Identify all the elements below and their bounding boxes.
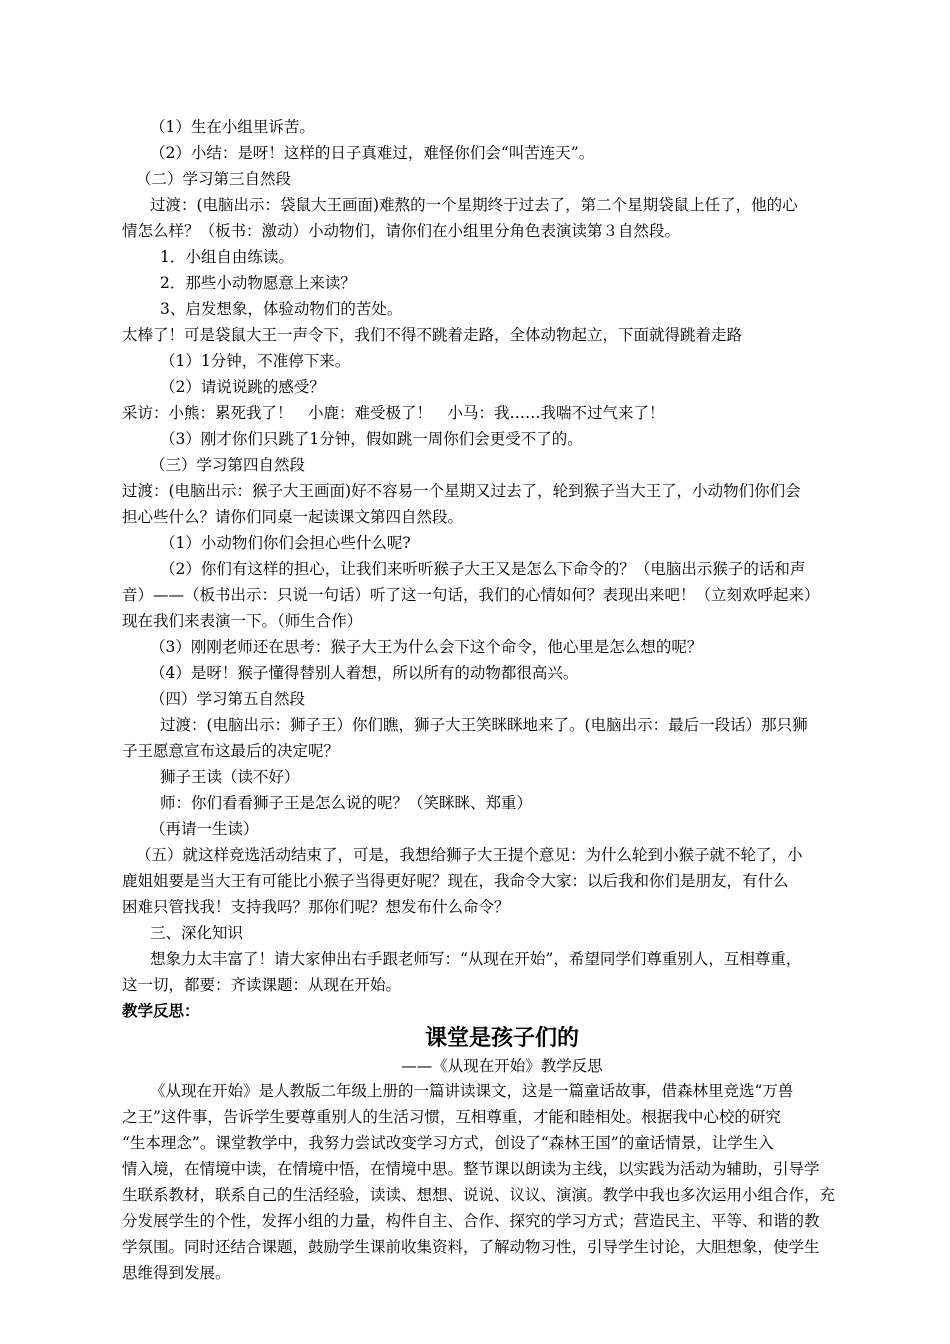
section-heading: （三）学习第四自然段 (150, 456, 306, 474)
paragraph-line: 过渡：(电脑出示：狮子王）你们瞧，狮子大王笑眯眯地来了。(电脑出示：最后一段话）那只狮 (160, 716, 808, 734)
article-line: 学氛围。同时还结合课题，鼓励学生课前收集资料，了解动物习性，引导学生讨论，大胆想象，使学生 (122, 1238, 820, 1256)
paragraph-line: （4）是呀！猴子懂得替别人着想，所以所有的动物都很高兴。 (150, 664, 579, 682)
reflection-heading: 教学反思： (122, 1002, 200, 1020)
section-heading: （四）学习第五自然段 (150, 690, 306, 708)
article-subtitle: ——《从现在开始》教学反思 (401, 1057, 603, 1075)
paragraph-line: 采访：小熊：累死我了！ 小鹿：难受极了！ 小马：我……我喘不过气来了！ (122, 404, 665, 422)
paragraph-line: 狮子王读（读不好） (160, 768, 300, 786)
paragraph-line: 过渡：(电脑出示：猴子大王画面)好不容易一个星期又过去了，轮到猴子当大王了，小动物们你们会 (122, 482, 801, 500)
paragraph-line: 情怎么样？（板书：激动）小动物们，请你们在小组里分角色表演读第３自然段。 (122, 222, 681, 240)
section-heading: （二）学习第三自然段 (136, 170, 292, 188)
paragraph-line: （3）刚才你们只跳了1分钟，假如跳一周你们会更受不了的。 (160, 430, 583, 448)
article-line: 思维得到发展。 (122, 1264, 231, 1282)
paragraph-line: （1）生在小组里诉苦。 (150, 118, 315, 136)
article-line: “生本理念”。课堂教学中，我努力尝试改变学习方式，创设了“森林王国”的童话情景，让学生入 (122, 1134, 774, 1152)
article-line: 之王”这件事，告诉学生要尊重别人的生活习惯，互相尊重，才能和睦相处。根据我中心校的研究 (122, 1108, 781, 1126)
paragraph-line: 2．那些小动物愿意上来读？ (160, 274, 356, 292)
paragraph-line: （2）小结：是呀！这样的日子真难过，难怪你们会“叫苦连天”。 (150, 144, 595, 162)
paragraph-line: 太棒了！可是袋鼠大王一声令下，我们不得不跳着走路，全体动物起立，下面就得跳着走路 (122, 326, 743, 344)
paragraph-line: 想象力太丰富了！请大家伸出右手跟老师写：“从现在开始”，希望同学们尊重别人，互相尊重， (150, 950, 802, 968)
paragraph-line: （2）你们有这样的担心，让我们来听听猴子大王又是怎么下命令的？（电脑出示猴子的话和声 (160, 560, 806, 578)
article-line: 《从现在开始》是人教版二年级上册的一篇讲读课文，这是一篇童话故事，借森林里竞选“万兽 (150, 1082, 794, 1100)
article-line: 生联系教材，联系自己的生活经验，读读、想想、说说、议议、演演。教学中我也多次运用小组合作，充 (122, 1186, 836, 1204)
paragraph-line: 担心些什么？请你们同桌一起读课文第四自然段。 (122, 508, 464, 526)
paragraph-line: （2）请说说跳的感受？ (160, 378, 325, 396)
paragraph-line: （1）小动物们你们会担心些什么呢? (160, 534, 411, 552)
paragraph-line: 困难只管找我！支持我吗？那你们呢？想发布什么命令？ (122, 898, 510, 916)
paragraph-line: （再请一生读） (150, 820, 259, 838)
paragraph-line: 鹿姐姐要是当大王有可能比小猴子当得更好呢？现在，我命令大家：以后我和你们是朋友，有什么 (122, 872, 789, 890)
paragraph-line: 现在我们来表演一下。（师生合作） (122, 612, 363, 630)
paragraph-line: （1）1分钟，不准停下来。 (160, 352, 351, 370)
document-body (122, 114, 842, 1286)
paragraph-line: 过渡：(电脑出示：袋鼠大王画面)难熬的一个星期终于过去了，第二个星期袋鼠上任了，他的心 (150, 196, 798, 214)
paragraph-line: 1．小组自由练读。 (160, 248, 294, 266)
paragraph-line: （五）就这样竞选活动结束了，可是，我想给狮子大王提个意见：为什么轮到小猴子就不轮了，小 (136, 846, 803, 864)
paragraph-line: 3、启发想象，体验动物们的苦处。 (160, 300, 403, 318)
article-line: 分发展学生的个性，发挥小组的力量，构件自主、合作、探究的学习方式；营造民主、平等、和谐的教 (122, 1212, 820, 1230)
article-line: 情入境，在情境中读，在情境中悟，在情境中思。整节课以朗读为主线，以实践为活动为辅助，引导学 (122, 1160, 820, 1178)
article-title: 课堂是孩子们的 (424, 1026, 579, 1051)
paragraph-line: 师：你们看看狮子王是怎么说的呢？（笑眯眯、郑重） (160, 794, 533, 812)
paragraph-line: 这一切，都要：齐读课题：从现在开始。 (122, 976, 402, 994)
paragraph-line: （3）刚刚老师还在思考：猴子大王为什么会下这个命令，他心里是怎么想的呢？ (150, 638, 703, 656)
paragraph-line: 子王愿意宣布这最后的决定呢？ (122, 742, 340, 760)
paragraph-line: 音）——（板书出示：只说一句话）听了这一句话，我们的心情如何？表现出来吧！（立刻欢呼起来） (122, 586, 820, 604)
section-heading: 三、深化知识 (150, 924, 244, 942)
